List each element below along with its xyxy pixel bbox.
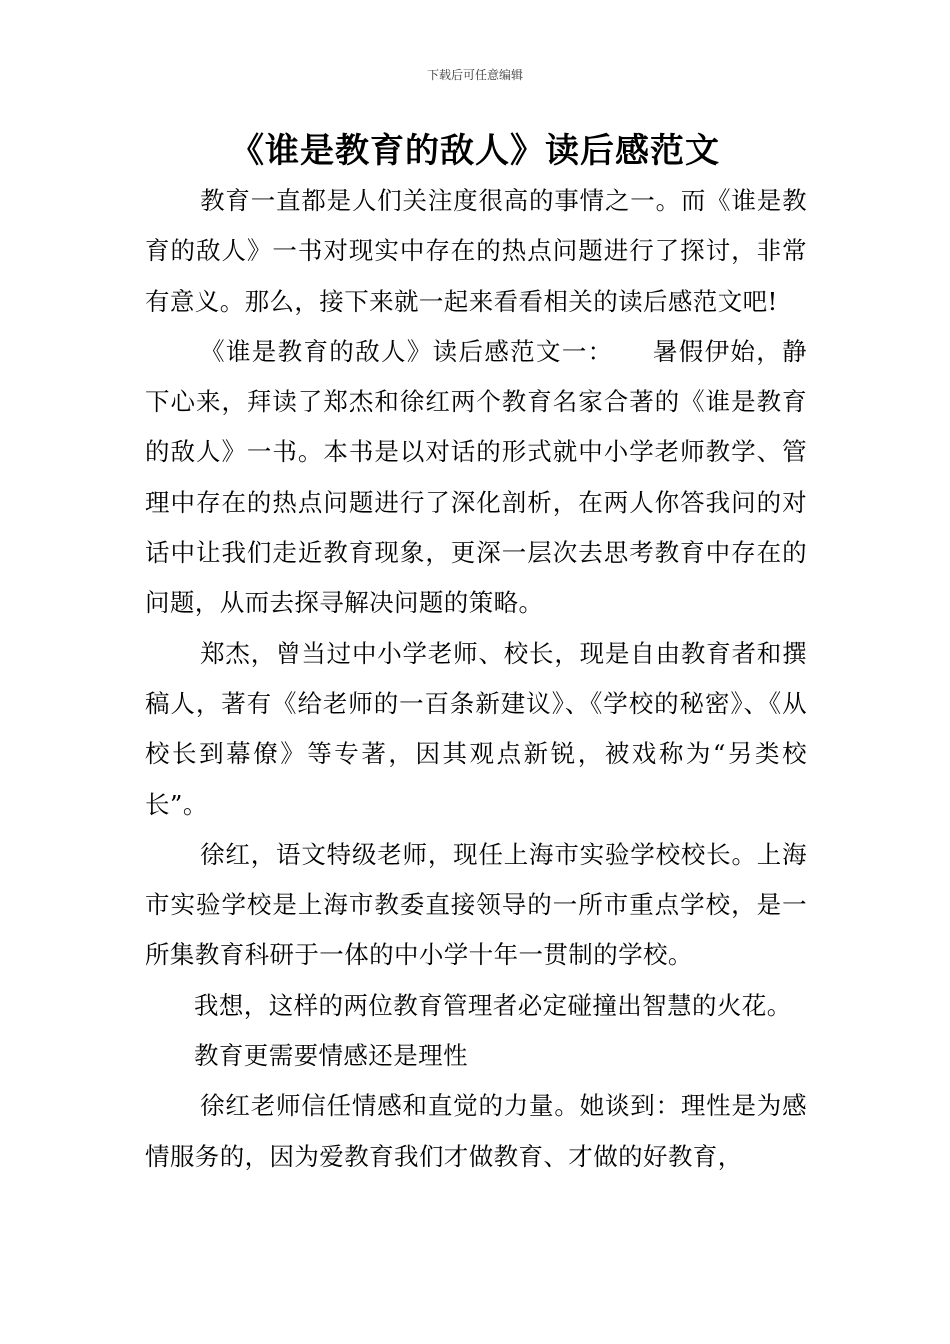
section-heading-emotion-reason: 教育更需要情感还是理性	[194, 1041, 468, 1071]
paragraph-wisdom: 我想，这样的两位教育管理者必定碰撞出智慧的火花。	[194, 990, 792, 1020]
document-title: 《谁是教育的敌人》读后感范文	[230, 131, 720, 171]
page-header-note: 下载后可任意编辑	[426, 68, 523, 82]
document-body	[145, 176, 807, 1182]
paragraph-zheng-jie: 郑杰，曾当过中小学老师、校长，现是自由教育者和撰稿人，著有《给老师的一百条新建议》、《学校的秘密》、《从校长到幕僚》等专著，因其观点新锐，被戏称为“另类校长”。	[145, 638, 807, 819]
paragraph-review-one: 《谁是教育的敌人》读后感范文一： 暑假伊始，静下心来，拜读了郑杰和徐红两个教育名家合著的《谁是教育的敌人》一书。本书是以对话的形式就中小学老师教学、管理中存在的热点问题进行了深化剖析，在两人你答我问的对话中让我们走近教育现象，更深一层次去思考教育中存在的问题，从而去探寻解决问题的策略。	[145, 336, 807, 618]
paragraph-intro: 教育一直都是人们关注度很高的事情之一。而《谁是教育的敌人》一书对现实中存在的热点问题进行了探讨，非常有意义。那么，接下来就一起来看看相关的读后感范文吧!	[145, 186, 807, 316]
paragraph-xu-hong: 徐红，语文特级老师，现任上海市实验学校校长。上海市实验学校是上海市教委直接领导的一所市重点学校，是一所集教育科研于一体的中小学十年一贯制的学校。	[145, 839, 807, 970]
paragraph-emotion: 徐红老师信任情感和直觉的力量。她谈到：理性是为感情服务的，因为爱教育我们才做教育、才做的好教育，	[145, 1091, 807, 1171]
